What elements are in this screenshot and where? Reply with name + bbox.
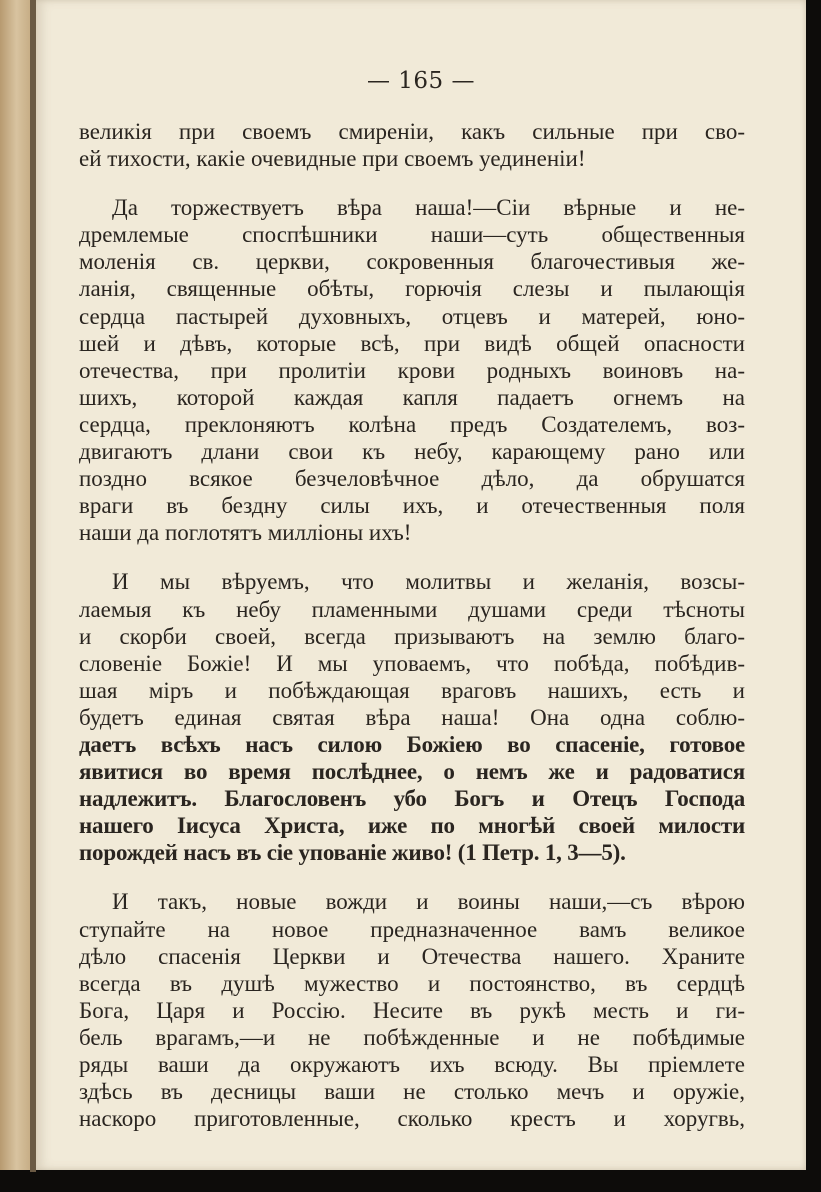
text-line: наскоро приготовленные, сколько крестъ и хоругвь, (79, 1106, 745, 1132)
page-body-text (79, 118, 745, 1154)
text-line: сердца пастырей духовныхъ, отцевъ и матерей, юно- (79, 303, 745, 329)
text-line: даетъ всѣхъ насъ силою Божіею во спасеніе, готовое (79, 731, 745, 757)
paragraph (79, 568, 745, 866)
text-line: надлежитъ. Благословенъ убо Богъ и Отецъ Господа (79, 786, 745, 812)
paragraph (79, 888, 745, 1132)
text-line: наши да поглотятъ милліоны ихъ! (79, 520, 412, 546)
text-line: шихъ, которой каждая капля падаетъ огнемъ на (79, 384, 745, 410)
text-line: двигаютъ длани свои къ небу, карающему рано или (79, 439, 745, 465)
text-line: Да торжествуетъ вѣра наша!—Сіи вѣрные и не- (112, 195, 745, 221)
text-line: порождей насъ въ сіе упованіе живо! (1 Петр. 1, 3—5). (79, 840, 626, 866)
text-line: и скорби своей, всегда призываютъ на землю благо- (79, 623, 745, 649)
text-line: здѣсь въ десницы ваши не столько мечъ и оружіе, (79, 1079, 745, 1105)
text-line: будетъ единая святая вѣра наша! Она одна соблю- (79, 704, 745, 730)
text-line: лаемыя къ небу пламенными душами среди тѣсноты (79, 596, 745, 622)
text-line: И такъ, новые вожди и воины наши,—съ вѣрою (112, 889, 745, 915)
paragraph (79, 118, 745, 172)
text-line: шей и дѣвъ, которые всѣ, при видѣ общей опасности (79, 330, 745, 356)
text-line: шая міръ и побѣждающая враговъ нашихъ, есть и (79, 677, 745, 703)
text-line: сердца, преклоняютъ колѣна предъ Создателемъ, воз- (79, 411, 745, 437)
text-line: нашего Іисуса Христа, иже по многѣй своей милости (79, 813, 745, 839)
book-page (36, 0, 806, 1170)
text-line: ступайте на новое предназначенное вамъ великое (79, 916, 745, 942)
text-line: отечества, при пролитіи крови родныхъ воиновъ на- (79, 357, 745, 383)
text-line: словеніе Божіе! И мы уповаемъ, что побѣда, побѣдив- (79, 650, 745, 676)
text-line: ей тихости, какіе очевидные при своемъ уединеніи! (79, 146, 586, 172)
text-line: ланія, священные обѣты, горючія слезы и пылающія (79, 276, 745, 302)
text-line: бель врагамъ,—и не побѣжденные и не побѣдимые (79, 1024, 745, 1050)
text-line: великія при своемъ смиреніи, какъ сильные при сво- (79, 119, 745, 144)
text-line: явитися во время послѣднее, о немъ же и радоватися (79, 759, 745, 785)
text-line: И мы вѣруемъ, что молитвы и желанія, возсы- (112, 569, 745, 595)
text-line: Бога, Царя и Россію. Несите въ рукѣ месть и ги- (79, 997, 745, 1023)
paragraph (79, 194, 745, 546)
text-line: моленія св. церкви, сокровенныя благочестивыя же- (79, 249, 745, 275)
text-line: поздно всякое безчеловѣчное дѣло, да обрушатся (79, 466, 745, 492)
text-line: дѣло спасенія Церкви и Отечества нашего. Храните (79, 943, 745, 969)
text-line: дремлемые споспѣшники наши—суть общественныя (79, 222, 745, 248)
left-page-edge (0, 0, 30, 1170)
text-line: ряды ваши да окружаютъ ихъ всюду. Вы пріемлете (79, 1052, 745, 1077)
page-number: — 165 — (366, 68, 476, 94)
text-line: враги въ бездну силы ихъ, и отечественныя поля (79, 493, 745, 519)
text-line: всегда въ душѣ мужество и постоянство, въ сердцѣ (79, 970, 745, 996)
